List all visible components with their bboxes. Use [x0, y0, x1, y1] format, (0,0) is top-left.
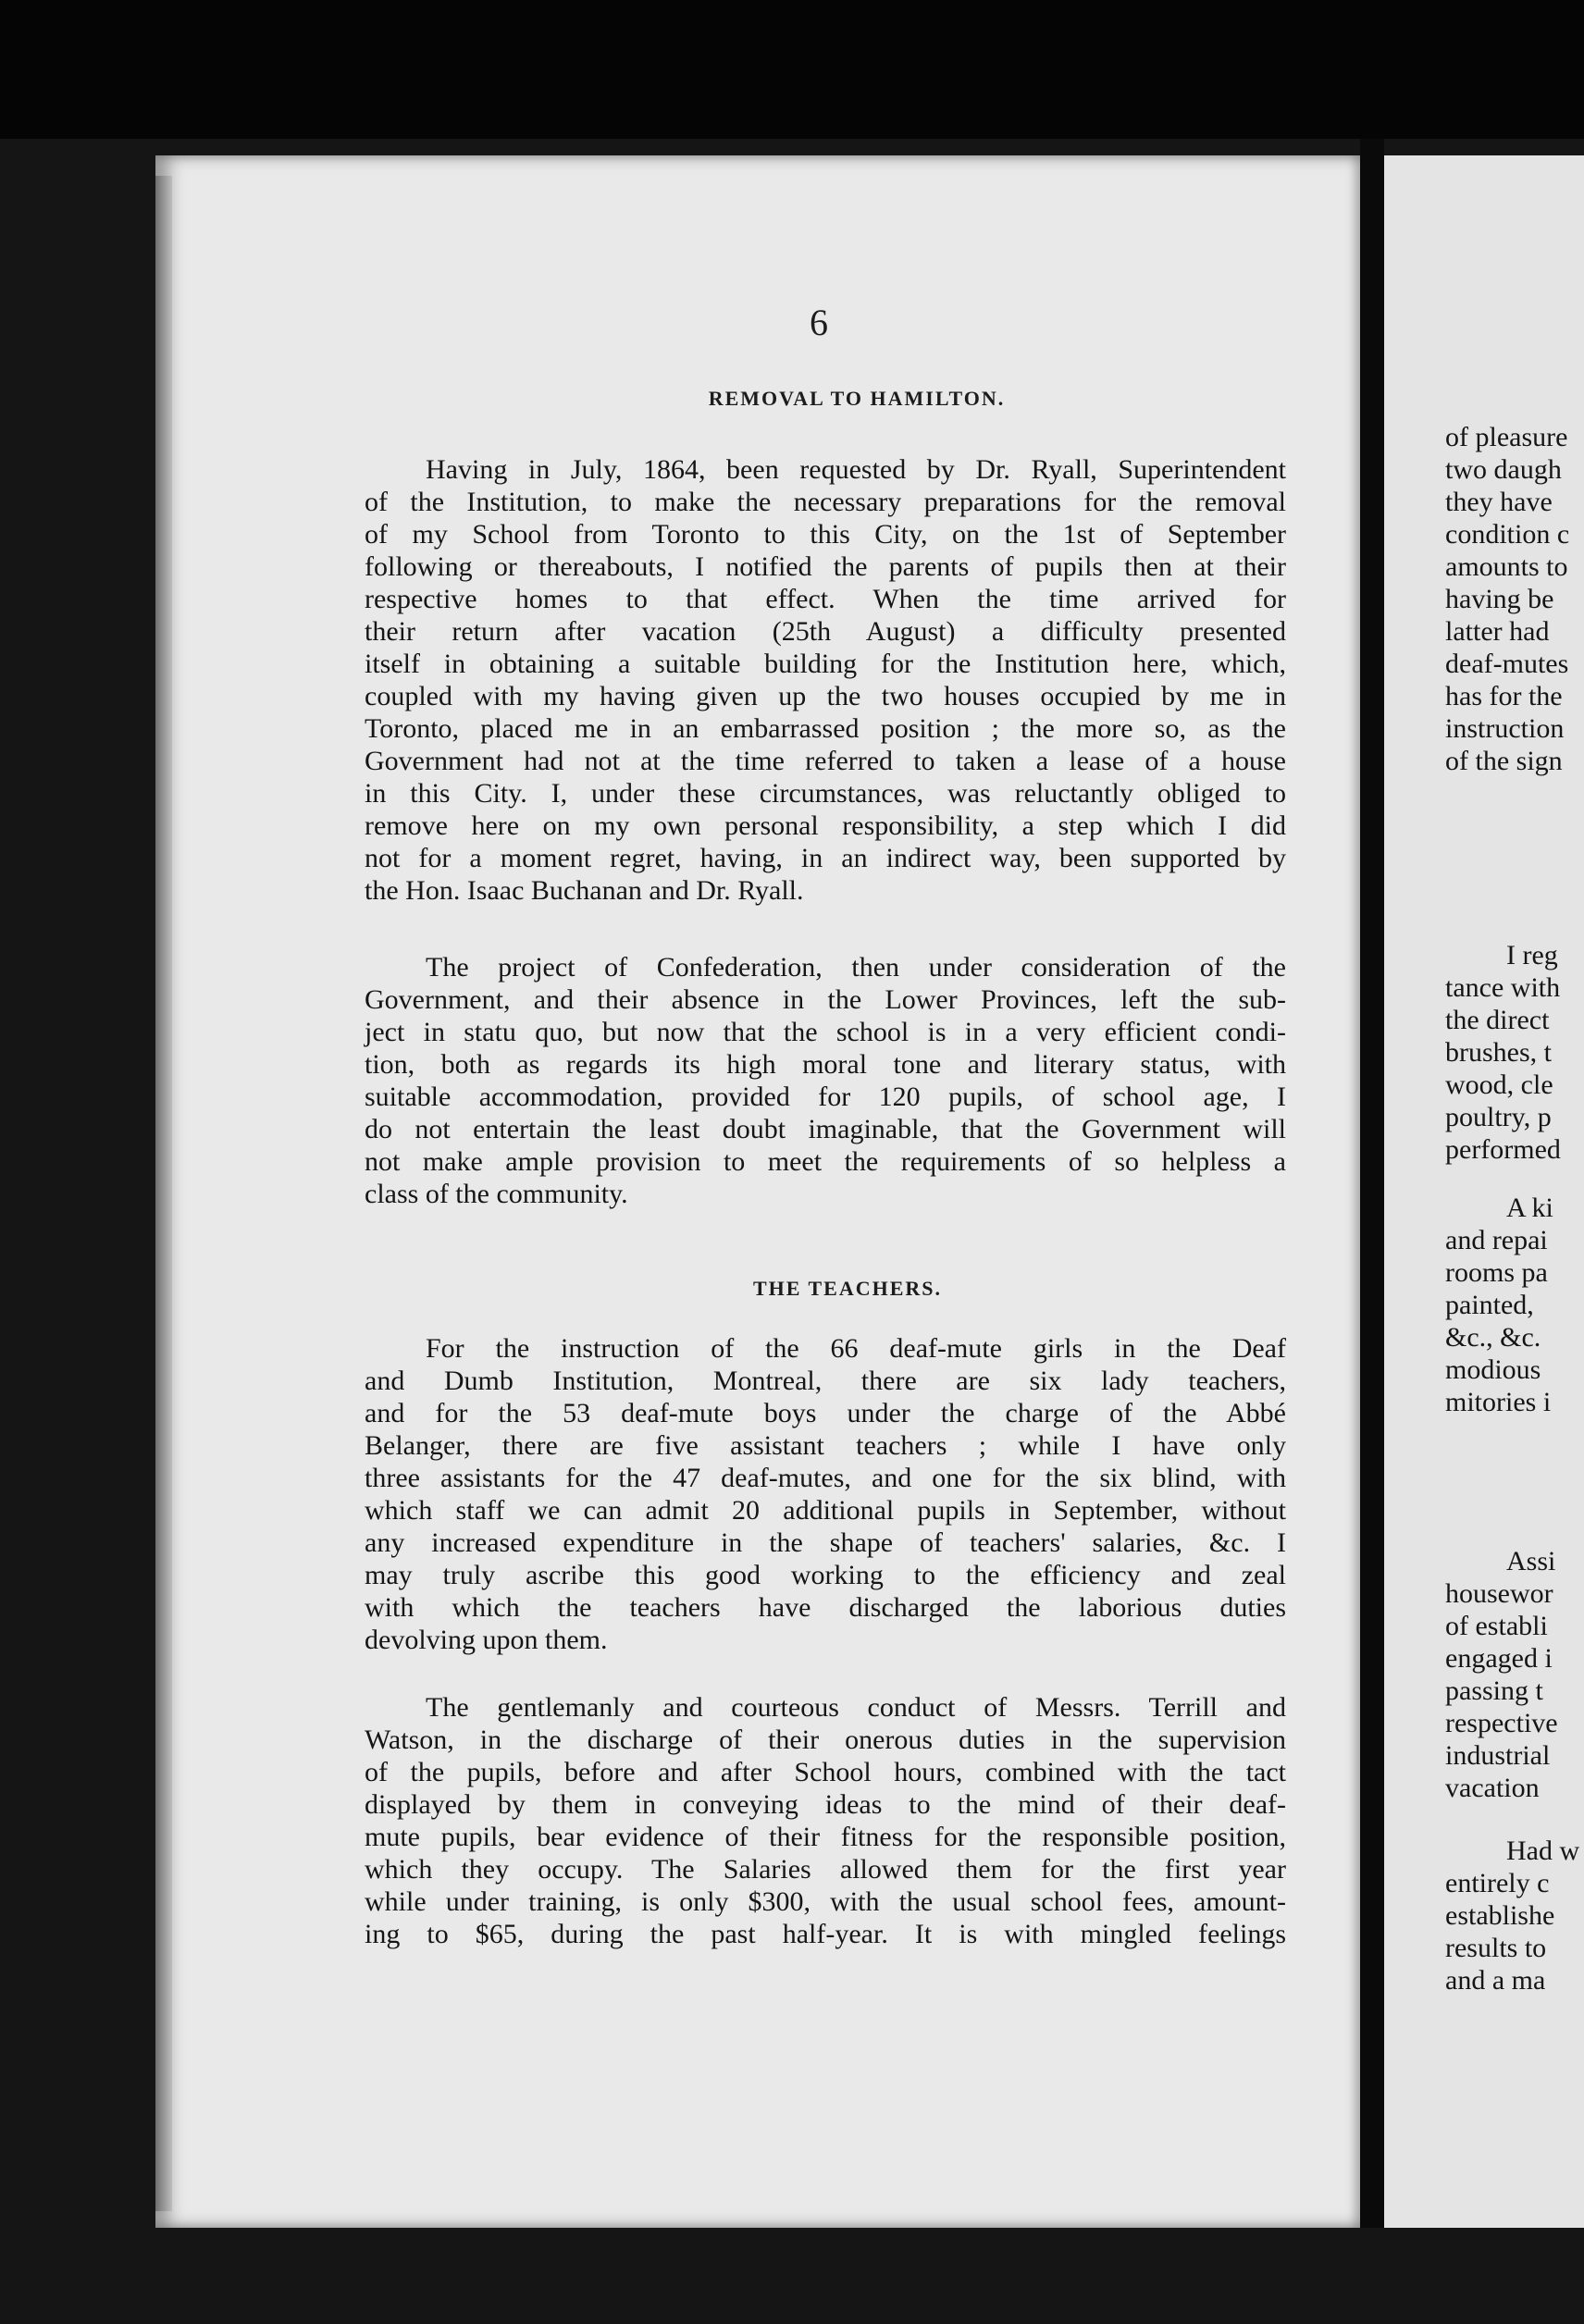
text-line: rooms pa: [1445, 1257, 1548, 1288]
right-page-block: [1445, 421, 1584, 777]
text-line: may truly ascribe this good working to the efficiency and zeal: [365, 1560, 1286, 1590]
text-line: The project of Confederation, then under consideration of the: [426, 952, 1286, 983]
text-line: Government had not at the time referred to taken a lease of a house: [365, 746, 1286, 776]
paragraph-confederation: [365, 951, 1286, 1210]
paragraph-teachers: [365, 1332, 1286, 1656]
text-line: following or thereabouts, I notified the parents of pupils then at their: [365, 551, 1286, 582]
text-line: coupled with my having given up the two houses occupied by me in: [365, 681, 1286, 711]
text-line: wood, cle: [1445, 1069, 1553, 1100]
text-line: do not entertain the least doubt imaginable, that the Government will: [365, 1114, 1286, 1144]
text-line: results to: [1445, 1933, 1547, 1963]
text-line: mute pupils, bear evidence of their fitness for the responsible position,: [365, 1822, 1286, 1852]
right-page-block: [1445, 939, 1584, 1166]
text-line: two daugh: [1445, 454, 1562, 485]
text-line: passing t: [1445, 1675, 1543, 1706]
text-line: entirely c: [1445, 1868, 1550, 1898]
text-line: and for the 53 deaf-mute boys under the charge of the Abbé: [365, 1398, 1286, 1428]
text-line: tion, both as regards its high moral tone and literary status, with: [365, 1049, 1286, 1080]
text-line: of my School from Toronto to this City, on the 1st of September: [365, 519, 1286, 550]
text-line: has for the: [1445, 681, 1563, 711]
text-line: amounts to: [1445, 551, 1568, 582]
text-line: their return after vacation (25th August) a difficulty presented: [365, 616, 1286, 647]
text-line: I reg: [1506, 940, 1558, 970]
text-line: ing to $65, during the past half-year. It is with mingled feelings: [365, 1919, 1286, 1949]
text-line: itself in obtaining a suitable building for the Institution here, which,: [365, 649, 1286, 679]
right-page-block: [1445, 1545, 1584, 1804]
text-line: Government, and their absence in the Lower Provinces, left the sub-: [365, 984, 1286, 1015]
text-line: of the pupils, before and after School hours, combined with the tact: [365, 1757, 1286, 1787]
paragraph-conduct: [365, 1691, 1286, 1950]
text-line: not make ample provision to meet the requirements of so helpless a: [365, 1146, 1286, 1177]
text-line: &c., &c.: [1445, 1322, 1541, 1353]
text-line: Assi: [1506, 1546, 1556, 1576]
paragraph-removal: [365, 453, 1286, 907]
text-line: of pleasure: [1445, 422, 1568, 452]
text-line: tance with: [1445, 972, 1561, 1003]
text-line: A ki: [1506, 1193, 1553, 1223]
text-line: remove here on my own personal responsibility, a step which I did: [365, 810, 1286, 841]
text-line: For the instruction of the 66 deaf-mute girls in the Deaf: [426, 1333, 1286, 1364]
text-line: which staff we can admit 20 additional pupils in September, without: [365, 1495, 1286, 1526]
right-page-block: [1445, 1835, 1584, 1996]
text-line: class of the community.: [365, 1179, 628, 1209]
text-line: latter had: [1445, 616, 1550, 647]
text-line: of the sign: [1445, 746, 1563, 776]
text-line: industrial: [1445, 1740, 1551, 1771]
text-line: any increased expenditure in the shape of teachers' salaries, &c. I: [365, 1527, 1286, 1558]
right-page-block: [1445, 1192, 1584, 1418]
text-line: and Dumb Institution, Montreal, there are six lady teachers,: [365, 1366, 1286, 1396]
text-line: deaf-mutes: [1445, 649, 1569, 679]
text-line: instruction: [1445, 713, 1565, 744]
text-line: three assistants for the 47 deaf-mutes, and one for the six blind, with: [365, 1463, 1286, 1493]
text-line: of the Institution, to make the necessary preparations for the removal: [365, 487, 1286, 517]
text-line: suitable accommodation, provided for 120 pupils, of school age, I: [365, 1082, 1286, 1112]
text-line: Toronto, placed me in an embarrassed position ; the more so, as the: [365, 713, 1286, 744]
text-line: which they occupy. The Salaries allowed them for the first year: [365, 1854, 1286, 1885]
text-line: vacation: [1445, 1773, 1540, 1803]
text-line: establishe: [1445, 1900, 1555, 1931]
text-line: Watson, in the discharge of their onerous duties in the supervision: [365, 1724, 1286, 1755]
text-line: with which the teachers have discharged the laborious duties: [365, 1592, 1286, 1623]
section-heading-teachers: THE TEACHERS.: [752, 1277, 943, 1300]
text-line: poultry, p: [1445, 1102, 1552, 1132]
text-line: and a ma: [1445, 1965, 1546, 1996]
page-binding-edge: [155, 176, 172, 2211]
text-line: engaged i: [1445, 1643, 1553, 1674]
text-line: of establi: [1445, 1611, 1548, 1641]
text-line: condition c: [1445, 519, 1570, 550]
text-line: painted,: [1445, 1290, 1534, 1320]
text-line: brushes, t: [1445, 1037, 1552, 1068]
text-line: in this City. I, under these circumstances, was reluctantly obliged to: [365, 778, 1286, 809]
text-line: mitories i: [1445, 1387, 1552, 1417]
scan-top-border: [0, 0, 1584, 139]
text-line: devolving upon them.: [365, 1625, 608, 1655]
text-line: not for a moment regret, having, in an indirect way, been supported by: [365, 843, 1286, 873]
book-gutter: [1360, 139, 1384, 2248]
text-line: displayed by them in conveying ideas to the mind of their deaf-: [365, 1789, 1286, 1820]
text-line: performed: [1445, 1134, 1561, 1165]
text-line: the Hon. Isaac Buchanan and Dr. Ryall.: [365, 875, 804, 906]
text-line: The gentlemanly and courteous conduct of Messrs. Terrill and: [426, 1692, 1286, 1723]
text-line: respective homes to that effect. When the time arrived for: [365, 584, 1286, 614]
scan-bottom-border: [0, 2228, 1584, 2324]
text-line: modious: [1445, 1354, 1541, 1385]
text-line: housewor: [1445, 1578, 1553, 1609]
text-line: having be: [1445, 584, 1554, 614]
text-line: Belanger, there are five assistant teachers ; while I have only: [365, 1430, 1286, 1461]
text-line: while under training, is only $300, with the usual school fees, amount-: [365, 1886, 1286, 1917]
text-line: the direct: [1445, 1005, 1550, 1035]
text-line: Had w: [1506, 1836, 1580, 1866]
text-line: respective: [1445, 1708, 1558, 1738]
text-line: ject in statu quo, but now that the school is in a very efficient condi-: [365, 1017, 1286, 1047]
text-line: they have: [1445, 487, 1553, 517]
page-number: 6: [810, 302, 828, 343]
text-line: and repai: [1445, 1225, 1548, 1255]
text-line: Having in July, 1864, been requested by Dr. Ryall, Superintendent: [426, 454, 1286, 485]
section-heading-removal: REMOVAL TO HAMILTON.: [708, 387, 1006, 410]
